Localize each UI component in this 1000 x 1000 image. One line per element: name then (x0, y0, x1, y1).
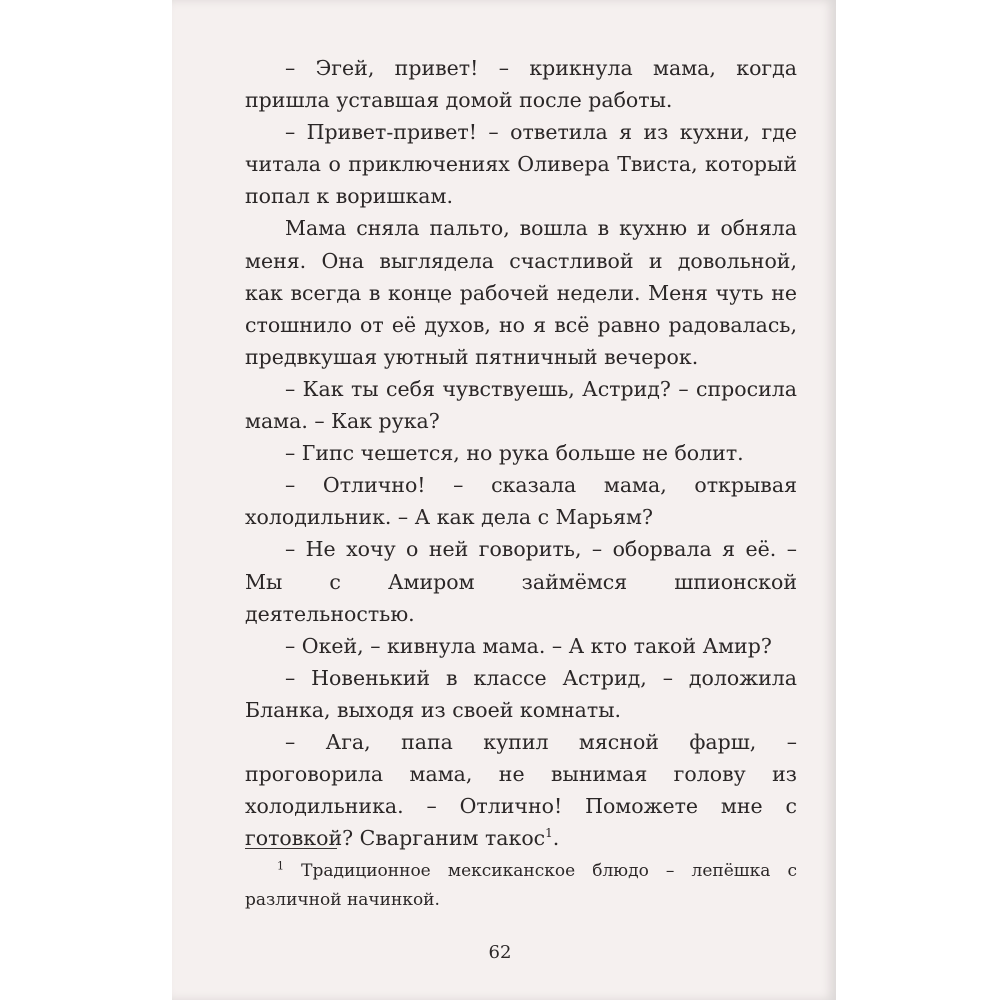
footnote-text: Традиционное мексиканское блюдо – лепёшка с различной начинкой. (245, 861, 797, 910)
paragraph: – Окей, – кивнула мама. – А кто такой Амир? (285, 633, 772, 658)
paragraph: – Новенький в классе Астрид, – доложила Бланка, выходя из своей комнаты. (245, 665, 797, 722)
paragraph: Мама сняла пальто, вошла в кухню и обняла меня. Она выглядела счастливой и довольной, как всегда в конце рабочей недели. Меня чуть не стошнило от её духов, но я всё равно радовалась, предвкушая уютный пятничный вечерок. (245, 216, 797, 369)
paragraph: – Не хочу о ней говорить, – оборвала я её. – Мы с Амиром займёмся шпионской деятельностью. (245, 537, 797, 626)
paragraph: – Как ты себя чувствуешь, Астрид? – спросила мама. – Как рука? (245, 376, 797, 434)
main-text (245, 52, 797, 854)
paragraph: – Гипс чешется, но рука больше не болит. (285, 441, 744, 466)
footnote (245, 857, 797, 915)
paragraph: – Эгей, привет! – крикнула мама, когда пришла уставшая домой после работы. (245, 56, 797, 113)
paragraph: – Привет-привет! – ответила я из кухни, где читала о приключениях Оливера Твиста, который попал к воришкам. (245, 120, 797, 209)
footnote-marker: 1 (277, 859, 284, 873)
paragraph: – Отлично! – сказала мама, открывая холодильник. – А как дела с Марьям? (245, 473, 797, 530)
footnote-divider (245, 848, 337, 849)
footnote-reference: 1 (545, 826, 553, 841)
paragraph: – Ага, папа купил мясной фарш, – проговорила мама, не вынимая голову из холодильника. – Отлично! Поможете мне с готовкой? Сварганим такос$^1$. (245, 729, 797, 851)
page-number: 62 (488, 942, 512, 963)
